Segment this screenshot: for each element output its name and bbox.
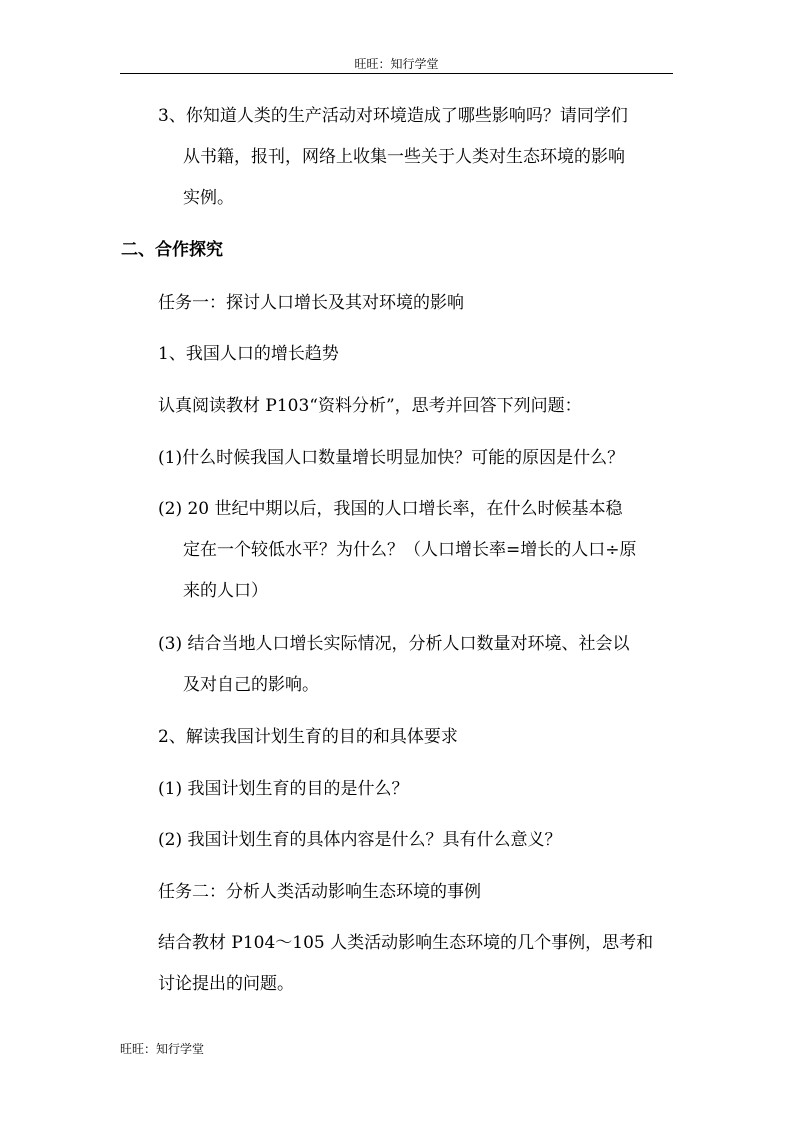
intro-item-3-line-1: 3、你知道人类的生产活动对环境造成了哪些影响吗？请同学们 <box>158 106 628 126</box>
task-2-body <box>158 923 676 1005</box>
task-1-instruction: 认真阅读教材 P103“资料分析”，思考并回答下列问题： <box>158 396 582 416</box>
intro-item-3-line-2: 从书籍，报刊，网络上收集一些关于人类对生态环境的影响 <box>183 147 625 167</box>
question-2-line-1: (2) 20 世纪中期以后，我国的人口增长率，在什么时候基本稳 <box>158 499 623 519</box>
section-heading-cooperative-inquiry: 二、合作探究 <box>121 240 223 260</box>
intro-item-3-line-3: 实例。 <box>183 188 234 208</box>
question-2 <box>158 489 676 612</box>
question-3 <box>158 624 676 706</box>
task-2-title: 任务二：分析人类活动影响生态环境的事例 <box>158 882 481 902</box>
question-1: (1)什么时候我国人口数量增长明显加快？可能的原因是什么？ <box>158 448 625 468</box>
task-2-body-line-1: 结合教材 P104～105 人类活动影响生态环境的几个事例，思考和 <box>158 933 654 953</box>
page-footer: 旺旺：知行学堂 <box>120 1042 205 1056</box>
task-1-subheading-2: 2、解读我国计划生育的目的和具体要求 <box>158 727 458 747</box>
question-3-line-1: (3) 结合当地人口增长实际情况，分析人口数量对环境、社会以 <box>158 634 630 654</box>
page-header: 旺旺：知行学堂 <box>354 57 439 71</box>
task-1-subheading-1: 1、我国人口的增长趋势 <box>158 344 339 364</box>
family-planning-question-2: (2) 我国计划生育的具体内容是什么？具有什么意义？ <box>158 830 562 850</box>
question-3-line-2: 及对自己的影响。 <box>183 675 319 695</box>
question-2-line-2: 定在一个较低水平？为什么？（人口增长率=增长的人口÷原 <box>183 540 637 560</box>
family-planning-question-1: (1) 我国计划生育的目的是什么？ <box>158 779 409 799</box>
task-2-body-line-2: 讨论提出的问题。 <box>158 974 294 994</box>
question-2-line-3: 来的人口） <box>183 581 268 601</box>
intro-item-3 <box>158 96 676 219</box>
task-1-title: 任务一：探讨人口增长及其对环境的影响 <box>158 293 464 313</box>
header-divider <box>120 73 673 74</box>
